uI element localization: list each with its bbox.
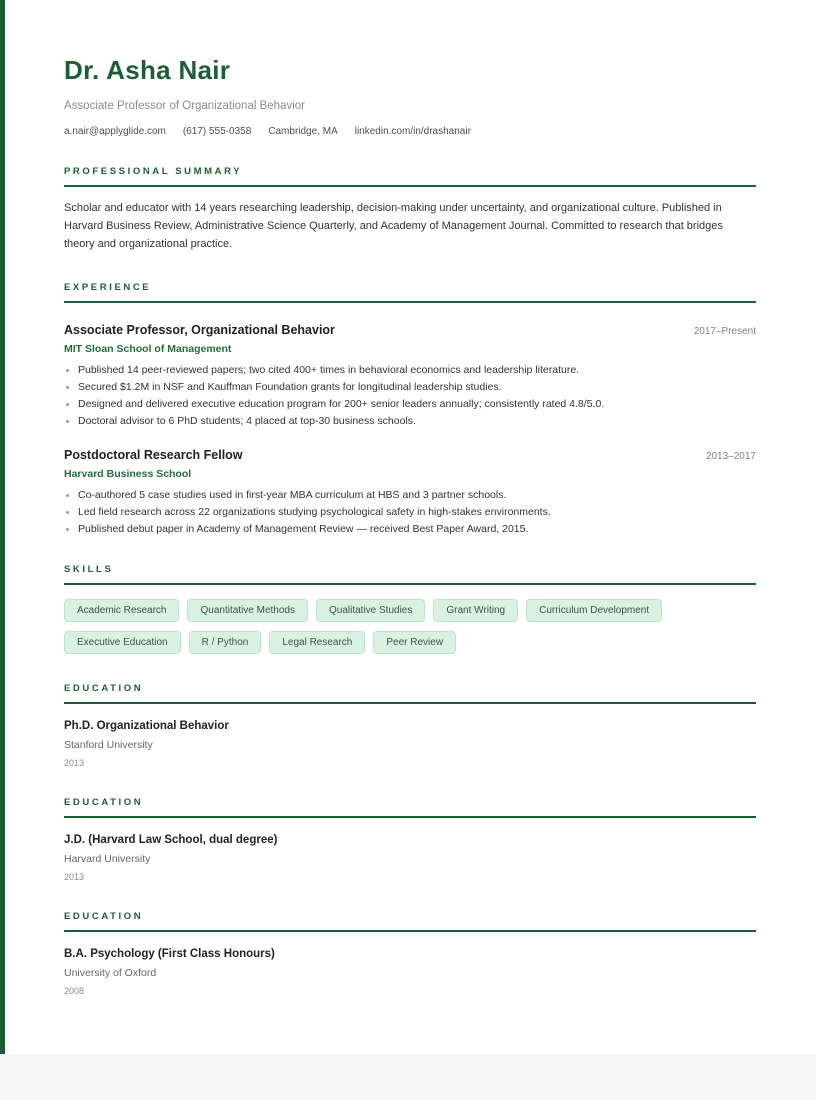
- section-professional-summary: [64, 166, 756, 253]
- bullet-item: [64, 524, 756, 536]
- job-title: Postdoctoral Research Fellow: [64, 447, 243, 462]
- bullet-marker: [66, 369, 69, 372]
- skill-chip: Academic Research: [64, 599, 179, 622]
- section-education-2: [64, 797, 756, 882]
- bullet-item: [64, 416, 756, 428]
- education-school: Stanford University: [64, 739, 153, 751]
- section-rule: [64, 702, 756, 704]
- skill-chip: Peer Review: [373, 631, 456, 654]
- contact-linkedin: linkedin.com/in/drashanair: [354, 126, 471, 137]
- summary-text: Scholar and educator with 14 years researching leadership, decision-making under uncertainty, and organizational culture. Published in Harvard Business Review, Administrative Science Quarterly, and Academy of Management Journal. Committed to research that bridges theory and organizational practice.: [64, 202, 723, 250]
- skill-chip: Legal Research: [269, 631, 365, 654]
- education-degree: J.D. (Harvard Law School, dual degree): [64, 834, 278, 846]
- section-rule: [64, 185, 756, 187]
- section-heading: EDUCATION: [64, 683, 144, 694]
- job-bullets: [64, 365, 756, 428]
- section-education-3: [64, 911, 756, 996]
- bullet-item: [64, 490, 756, 502]
- education-school: Harvard University: [64, 853, 151, 865]
- section-heading: EXPERIENCE: [64, 282, 152, 293]
- section-heading: SKILLS: [64, 564, 114, 575]
- bullet-text: Designed and delivered executive education program for 200+ senior leaders annually; consistently rated 4.8/5.0.: [78, 398, 605, 410]
- section-heading: EDUCATION: [64, 911, 144, 922]
- bullet-marker: [66, 528, 69, 531]
- bullet-item: [64, 507, 756, 519]
- education-year: 2013: [64, 758, 85, 768]
- bullet-marker: [66, 386, 69, 389]
- job-company: MIT Sloan School of Management: [64, 343, 232, 355]
- skills-chips: [64, 599, 756, 654]
- section-skills: [64, 564, 756, 654]
- skill-chip: Curriculum Development: [526, 599, 662, 622]
- bullet-marker: [66, 511, 69, 514]
- bullet-text: Doctoral advisor to 6 PhD students; 4 placed at top-30 business schools.: [78, 415, 416, 427]
- skill-chip: Qualitative Studies: [316, 599, 425, 622]
- skill-chip: Executive Education: [64, 631, 181, 654]
- job-entry: [64, 448, 756, 536]
- bullet-item: [64, 399, 756, 411]
- bullet-marker: [66, 403, 69, 406]
- job-company: Harvard Business School: [64, 467, 192, 480]
- bullet-text: Published 14 peer-reviewed papers; two cited 400+ times in behavioral economics and leadership literature.: [78, 364, 580, 376]
- skill-chip: Quantitative Methods: [187, 599, 308, 622]
- job-dates: 2013–2017: [705, 450, 756, 462]
- section-rule: [64, 301, 756, 303]
- education-year: 2013: [64, 872, 85, 882]
- job-header: [64, 323, 756, 337]
- bullet-marker: [66, 494, 69, 497]
- education-year: 2008: [64, 986, 85, 996]
- section-rule: [64, 816, 756, 818]
- bullet-marker: [66, 420, 69, 423]
- bullet-text: Published debut paper in Academy of Management Review — received Best Paper Award, 2015.: [78, 522, 529, 535]
- job-title: Associate Professor, Organizational Behavior: [64, 323, 335, 337]
- job-bullets: [64, 490, 756, 536]
- section-heading: EDUCATION: [64, 797, 144, 808]
- skill-chip: Grant Writing: [433, 599, 518, 622]
- section-rule: [64, 583, 756, 585]
- bullet-item: [64, 365, 756, 377]
- bullet-text: Led field research across 22 organizations studying psychological safety in high-stakes environments.: [78, 505, 551, 518]
- job-dates: 2017–Present: [693, 326, 756, 337]
- person-title: Associate Professor of Organizational Behavior: [64, 100, 305, 112]
- contact-row: [64, 126, 756, 137]
- section-experience: [64, 282, 756, 535]
- contact-email: a.nair@applyglide.com: [64, 126, 166, 137]
- bullet-text: Co-authored 5 case studies used in first-year MBA curriculum at HBS and 3 partner schools.: [78, 488, 507, 501]
- bullet-item: [64, 382, 756, 394]
- contact-location: Cambridge, MA: [268, 126, 338, 137]
- person-name: Dr. Asha Nair: [64, 55, 231, 85]
- education-school: University of Oxford: [64, 967, 157, 979]
- education-degree: B.A. Psychology (First Class Honours): [64, 948, 275, 960]
- job-entry: [64, 323, 756, 428]
- section-rule: [64, 930, 756, 932]
- contact-phone: (617) 555-0358: [182, 126, 252, 137]
- bullet-text: Secured $1.2M in NSF and Kauffman Foundation grants for longitudinal leadership studies.: [78, 381, 502, 393]
- section-heading: PROFESSIONAL SUMMARY: [64, 166, 243, 177]
- education-degree: Ph.D. Organizational Behavior: [64, 720, 229, 732]
- skill-chip: R / Python: [189, 631, 262, 654]
- section-education-1: [64, 683, 756, 768]
- job-header: [64, 448, 756, 462]
